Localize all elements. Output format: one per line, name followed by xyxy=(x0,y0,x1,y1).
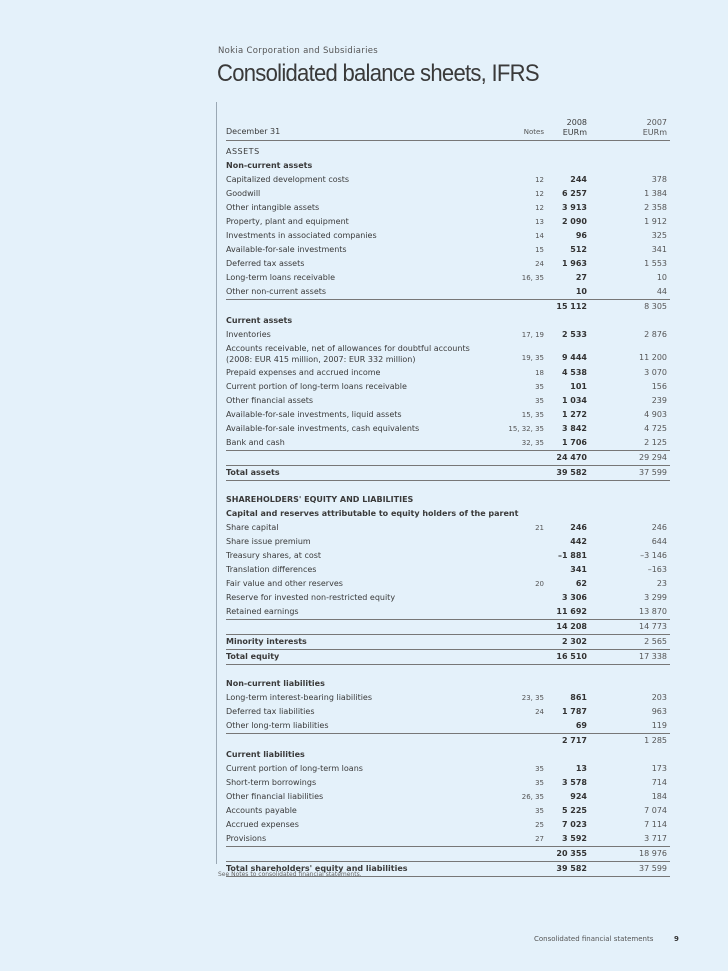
subtotal-row xyxy=(226,451,670,466)
value-2007: 714 xyxy=(651,778,667,787)
value-2007: 2 565 xyxy=(644,637,667,646)
column-label-header: December 31 xyxy=(226,127,281,136)
row-label: Capitalized development costs xyxy=(226,175,350,184)
value-2008: 244 xyxy=(570,175,587,184)
row-label: SHAREHOLDERS' EQUITY AND LIABILITIES xyxy=(226,495,414,504)
row-notes: 14 xyxy=(535,232,544,240)
value-2007: 17 338 xyxy=(639,652,667,661)
table-row xyxy=(226,257,670,271)
value-2008: 2 717 xyxy=(561,736,587,745)
value-2008: 20 355 xyxy=(556,849,587,858)
row-label: Available-for-sale investments, liquid assets xyxy=(226,410,402,419)
table-row xyxy=(226,493,670,507)
value-2008: 2 090 xyxy=(561,217,587,226)
table-row xyxy=(226,145,670,159)
table-row xyxy=(226,243,670,257)
value-2007: 3 070 xyxy=(644,368,667,377)
value-2007: 14 773 xyxy=(639,622,667,631)
value-2007: 378 xyxy=(651,175,667,184)
value-2007: 203 xyxy=(651,693,667,702)
table-row xyxy=(226,635,670,650)
value-2008: –1 881 xyxy=(557,551,587,560)
table-row xyxy=(226,408,670,422)
value-2008: 69 xyxy=(575,721,587,730)
table-row xyxy=(226,790,670,804)
table-row xyxy=(226,677,670,691)
table-row xyxy=(226,521,670,535)
row-label: Accrued expenses xyxy=(226,820,299,829)
row-label: Prepaid expenses and accrued income xyxy=(226,368,381,377)
value-2008: 1 272 xyxy=(561,410,587,419)
value-2008: 341 xyxy=(570,565,587,574)
value-2007: 23 xyxy=(656,579,667,588)
value-2007: 2 358 xyxy=(644,203,667,212)
table-row xyxy=(226,285,670,300)
value-2007: 156 xyxy=(651,382,667,391)
row-notes: 25 xyxy=(535,821,544,829)
row-notes: 16, 35 xyxy=(521,274,544,282)
value-2007: 341 xyxy=(651,245,667,254)
value-2008: 9 444 xyxy=(561,353,587,362)
value-2007: 3 299 xyxy=(644,593,667,602)
value-2007: 246 xyxy=(651,523,667,532)
row-notes: 23, 35 xyxy=(521,694,544,702)
table-row xyxy=(226,201,670,215)
value-2007: 1 912 xyxy=(644,217,667,226)
row-label-line1: Accounts receivable, net of allowances for doubtful accounts xyxy=(226,344,470,353)
value-2008: 11 692 xyxy=(556,607,587,616)
value-2008: 62 xyxy=(575,579,587,588)
table-row xyxy=(226,507,670,521)
row-label: Minority interests xyxy=(226,637,307,646)
table-row xyxy=(226,705,670,719)
value-2008: 924 xyxy=(570,792,587,801)
table-row xyxy=(226,314,670,328)
value-2008: 3 592 xyxy=(561,834,587,843)
value-2007: 2 125 xyxy=(644,438,667,447)
value-2007: 239 xyxy=(651,396,667,405)
table-row xyxy=(226,366,670,380)
value-2007: 4 903 xyxy=(644,410,667,419)
row-label: Current assets xyxy=(226,316,293,325)
row-label: Total equity xyxy=(226,652,280,661)
row-label: Treasury shares, at cost xyxy=(226,551,322,560)
row-notes: 24 xyxy=(535,260,544,268)
row-notes: 24 xyxy=(535,708,544,716)
row-label: Accounts payable xyxy=(226,806,297,815)
column-2007-unit: EURm xyxy=(642,128,667,137)
value-2008: 3 306 xyxy=(561,593,587,602)
row-label: Goodwill xyxy=(226,189,261,198)
table-row xyxy=(226,748,670,762)
column-2008-year: 2008 xyxy=(566,118,587,127)
row-notes: 12 xyxy=(535,176,544,184)
row-notes: 35 xyxy=(535,397,544,405)
row-label: Provisions xyxy=(226,834,267,843)
value-2008: 1 963 xyxy=(561,259,587,268)
row-notes: 35 xyxy=(535,383,544,391)
row-label: Long-term loans receivable xyxy=(226,273,336,282)
row-label: Other financial liabilities xyxy=(226,792,324,801)
row-notes: 15 xyxy=(535,246,544,254)
row-label: Other non-current assets xyxy=(226,287,327,296)
value-2007: 44 xyxy=(656,287,667,296)
value-2008: 10 xyxy=(575,287,587,296)
value-2007: 7 114 xyxy=(644,820,667,829)
row-label: Share capital xyxy=(226,523,279,532)
table-row xyxy=(226,605,670,620)
table-row xyxy=(226,215,670,229)
value-2008: 16 510 xyxy=(556,652,587,661)
table-row xyxy=(226,328,670,342)
value-2007: 37 599 xyxy=(639,468,667,477)
margin-rule xyxy=(216,102,217,864)
value-2008: 512 xyxy=(570,245,587,254)
section-spacer xyxy=(226,665,670,677)
row-label: Total shareholders' equity and liabilities xyxy=(226,864,408,873)
value-2008: 1 034 xyxy=(561,396,587,405)
subtotal-row xyxy=(226,734,670,748)
row-notes: 35 xyxy=(535,765,544,773)
table-row xyxy=(226,719,670,734)
row-label xyxy=(226,343,470,365)
subtotal-row xyxy=(226,620,670,635)
table-row xyxy=(226,691,670,705)
value-2008: 3 913 xyxy=(561,203,587,212)
value-2008: 24 470 xyxy=(556,453,587,462)
row-label: Non-current assets xyxy=(226,161,313,170)
row-label: Non-current liabilities xyxy=(226,679,325,688)
row-label: Translation differences xyxy=(226,565,317,574)
row-notes: 17, 19 xyxy=(521,331,544,339)
value-2008: 101 xyxy=(570,382,587,391)
row-notes: 32, 35 xyxy=(521,439,544,447)
row-label: Other long-term liabilities xyxy=(226,721,329,730)
value-2008: 5 225 xyxy=(561,806,587,815)
table-row xyxy=(226,380,670,394)
value-2008: 4 538 xyxy=(561,368,587,377)
value-2007: 1 553 xyxy=(644,259,667,268)
value-2008: 96 xyxy=(575,231,587,240)
value-2008: 1 706 xyxy=(561,438,587,447)
value-2008: 1 787 xyxy=(561,707,587,716)
value-2007: 1 384 xyxy=(644,189,667,198)
value-2008: 39 582 xyxy=(556,468,587,477)
value-2007: 184 xyxy=(651,792,667,801)
row-label: Bank and cash xyxy=(226,438,285,447)
row-label: Long-term interest-bearing liabilities xyxy=(226,693,373,702)
section-spacer xyxy=(226,481,670,493)
row-notes: 15, 35 xyxy=(521,411,544,419)
value-2008: 14 208 xyxy=(556,622,587,631)
value-2008: 3 842 xyxy=(561,424,587,433)
row-label: Short-term borrowings xyxy=(226,778,317,787)
row-notes: 27 xyxy=(535,835,544,843)
row-notes: 12 xyxy=(535,204,544,212)
table-row xyxy=(226,229,670,243)
value-2007: 3 717 xyxy=(644,834,667,843)
row-notes: 35 xyxy=(535,807,544,815)
table-header xyxy=(226,118,670,138)
row-label: Other intangible assets xyxy=(226,203,320,212)
company-name: Nokia Corporation and Subsidiaries xyxy=(218,46,379,56)
value-2007: 173 xyxy=(651,764,667,773)
value-2007: –3 146 xyxy=(640,551,667,560)
row-label: Deferred tax liabilities xyxy=(226,707,315,716)
row-notes: 13 xyxy=(535,218,544,226)
table-row xyxy=(226,187,670,201)
value-2008: 442 xyxy=(570,537,587,546)
table-row xyxy=(226,804,670,818)
value-2008: 27 xyxy=(575,273,587,282)
row-notes: 20 xyxy=(535,580,544,588)
table-body xyxy=(226,145,670,877)
row-label: Other financial assets xyxy=(226,396,314,405)
value-2007: 10 xyxy=(656,273,667,282)
value-2007: 644 xyxy=(651,537,667,546)
row-label-line2: (2008: EUR 415 million, 2007: EUR 332 million) xyxy=(226,355,416,364)
row-label: Fair value and other reserves xyxy=(226,579,343,588)
footnote: See Notes to consolidated financial statements. xyxy=(218,871,362,878)
row-label: Share issue premium xyxy=(226,537,311,546)
row-label: Current portion of long-term loans xyxy=(226,764,363,773)
row-label: Investments in associated companies xyxy=(226,231,377,240)
value-2007: 963 xyxy=(651,707,667,716)
value-2007: 2 876 xyxy=(644,330,667,339)
balance-sheet-table xyxy=(226,118,670,877)
row-label: Current portion of long-term loans receivable xyxy=(226,382,407,391)
row-label: Total assets xyxy=(226,468,280,477)
value-2007: 7 074 xyxy=(644,806,667,815)
value-2008: 246 xyxy=(570,523,587,532)
value-2007: 8 305 xyxy=(644,302,667,311)
row-label: Deferred tax assets xyxy=(226,259,305,268)
footer-section: Consolidated financial statements xyxy=(534,935,654,943)
value-2007: 1 285 xyxy=(644,736,667,745)
value-2008: 39 582 xyxy=(556,864,587,873)
row-notes: 21 xyxy=(535,524,544,532)
page-title: Consolidated balance sheets, IFRS xyxy=(217,60,539,87)
table-row xyxy=(226,535,670,549)
row-notes: 26, 35 xyxy=(521,793,544,801)
row-label: Available-for-sale investments, cash equivalents xyxy=(226,424,420,433)
value-2007: 11 200 xyxy=(639,353,667,362)
table-row xyxy=(226,650,670,665)
value-2008: 2 533 xyxy=(561,330,587,339)
page-number: 9 xyxy=(674,935,679,943)
row-notes: 12 xyxy=(535,190,544,198)
value-2008: 13 xyxy=(575,764,587,773)
table-row xyxy=(226,563,670,577)
row-notes: 18 xyxy=(535,369,544,377)
value-2007: 18 976 xyxy=(639,849,667,858)
table-row xyxy=(226,591,670,605)
table-row xyxy=(226,832,670,847)
value-2008: 6 257 xyxy=(561,189,587,198)
value-2007: 13 870 xyxy=(639,607,667,616)
table-row xyxy=(226,394,670,408)
value-2007: 4 725 xyxy=(644,424,667,433)
column-2008-unit: EURm xyxy=(562,128,587,137)
value-2008: 3 578 xyxy=(561,778,587,787)
table-row xyxy=(226,549,670,563)
subtotal-row xyxy=(226,300,670,314)
row-notes: 19, 35 xyxy=(521,354,544,362)
value-2008: 7 023 xyxy=(561,820,587,829)
value-2007: 325 xyxy=(651,231,667,240)
row-label: Available-for-sale investments xyxy=(226,245,347,254)
row-notes: 15, 32, 35 xyxy=(508,425,544,433)
table-row xyxy=(226,818,670,832)
row-label: Capital and reserves attributable to equity holders of the parent xyxy=(226,509,519,518)
row-notes: 35 xyxy=(535,779,544,787)
value-2007: 119 xyxy=(651,721,667,730)
row-label: Retained earnings xyxy=(226,607,299,616)
row-label: Property, plant and equipment xyxy=(226,217,349,226)
column-notes-header: Notes xyxy=(523,128,544,136)
row-label: ASSETS xyxy=(226,147,260,156)
subtotal-row xyxy=(226,847,670,862)
table-row xyxy=(226,422,670,436)
table-row xyxy=(226,342,670,366)
table-row xyxy=(226,159,670,173)
value-2008: 15 112 xyxy=(556,302,587,311)
table-row xyxy=(226,173,670,187)
row-label: Reserve for invested non-restricted equity xyxy=(226,593,396,602)
row-label: Inventories xyxy=(226,330,271,339)
table-row xyxy=(226,762,670,776)
table-row xyxy=(226,271,670,285)
value-2007: 29 294 xyxy=(639,453,667,462)
table-row xyxy=(226,577,670,591)
row-label: Current liabilities xyxy=(226,750,305,759)
column-2007-year: 2007 xyxy=(646,118,667,127)
table-row xyxy=(226,436,670,451)
table-row xyxy=(226,776,670,790)
header-rule xyxy=(226,140,670,141)
value-2007: –163 xyxy=(647,565,667,574)
table-row xyxy=(226,466,670,481)
value-2008: 861 xyxy=(570,693,587,702)
value-2007: 37 599 xyxy=(639,864,667,873)
value-2008: 2 302 xyxy=(561,637,587,646)
